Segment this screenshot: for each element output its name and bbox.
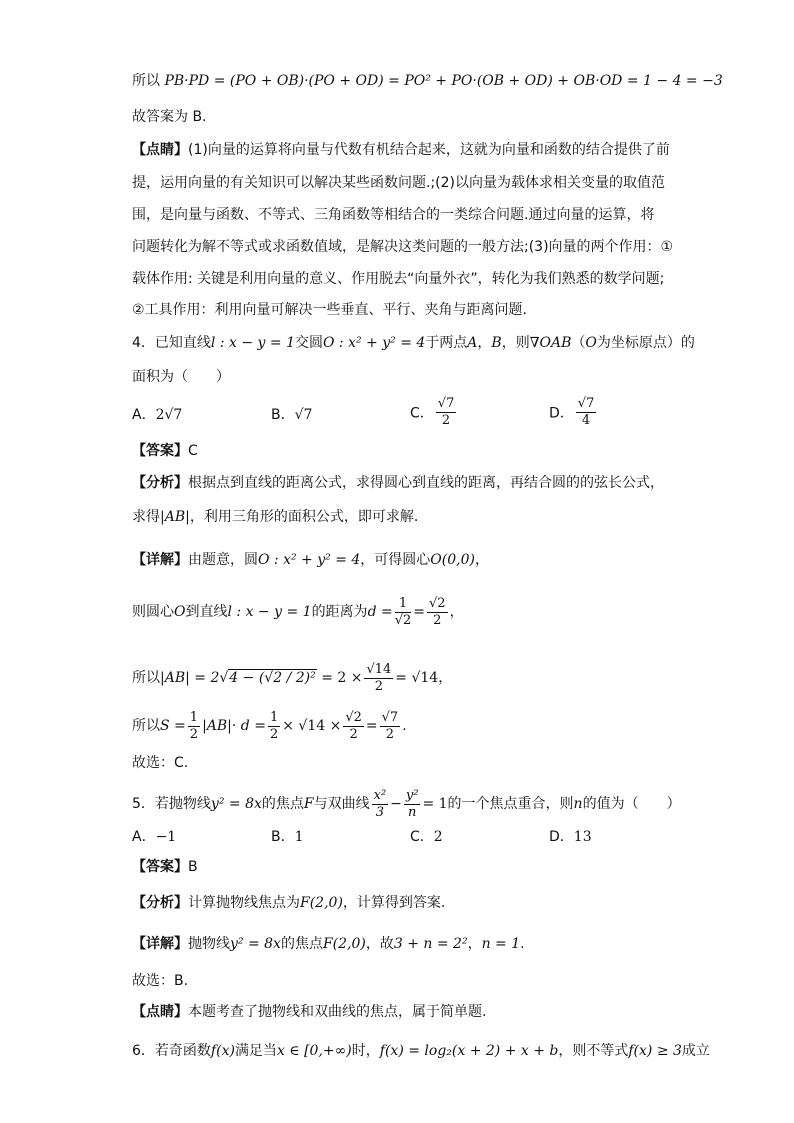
q4-detail-1: 【详解】由题意，圆O : x² + y² = 4，可得圆心O(0,0)， [132, 552, 489, 568]
q5-option-c: C．2 [410, 829, 443, 845]
q5-option-b: B．1 [271, 829, 304, 845]
q4-analysis-1: 【分析】根据点到直线的距离公式，求得圆心到直线的距离，再结合圆的的弦长公式， [132, 475, 664, 491]
dianjing-line-1: 【点睛】(1)向量的运算将向量与代数有机结合起来，这就为向量和函数的结合提供了前 [132, 142, 670, 158]
dianjing-line-6: ②工具作用：利用向量可解决一些垂直、平行、夹角与距离问题. [132, 302, 527, 318]
q4-detail-3: 所以|AB| = 2√4 − (√2 / 2)² = 2 × $\frac{√14}{2}$ = √14， [132, 661, 453, 694]
q4-stem-2: 面积为（ ） [132, 369, 230, 385]
q5-answer: 【答案】B [132, 859, 198, 875]
q5-option-d: D．13 [549, 829, 592, 845]
q4-analysis-2: 求得|AB|，利用三角形的面积公式，即可求解. [132, 509, 419, 525]
dianjing-line-5: 载体作用: 关键是利用向量的意义、作用脱去“向量外衣”，转化为我们熟悉的数学问题; [132, 271, 665, 287]
q5-choose: 故选：B. [132, 973, 189, 989]
q4-stem: 4．已知直线l : x − y = 1交圆O : x² + y² = 4于两点A，B，则∇OAB（O为坐标原点）的 [132, 335, 695, 351]
dianjing-tag: 【点睛】 [132, 142, 188, 158]
q6-stem: 6．若奇函数f(x)满足当x ∈ [0,+∞)时，f(x) = log₂(x + 2) + x + b，则不等式f(x) ≥ 3成立 [132, 1043, 710, 1059]
q4-option-a: A．2√7 [132, 407, 183, 423]
q4-detail-4: 所以S = $\frac{1}{2}$ |AB|· d = $\frac{1}{2}$ × √14 × $\frac{√2}{2}$ = $\frac{√7}{2}$ . [132, 709, 407, 742]
q4-detail-2: 则圆心O到直线l : x − y = 1的距离为d = $\frac{1}{√2}$ = $\frac{√2}{2}$ ， [132, 595, 464, 628]
q5-detail: 【详解】抛物线y² = 8x的焦点F(2,0)，故3 + n = 2²，n = 1. [132, 936, 525, 952]
dianjing-line-4: 问题转化为解不等式或求函数值域，是解决这类问题的一般方法;(3)向量的两个作用：① [132, 239, 674, 255]
q4-choose: 故选：C. [132, 755, 189, 771]
formula-line: 所以 PB·PD = (PO + OB)·(PO + OD) = PO² + PO·(OB + OD) + OB·OD = 1 − 4 = −3 [132, 73, 723, 89]
q5-dianjing: 【点睛】本题考查了抛物线和双曲线的焦点，属于简单题. [132, 1004, 487, 1020]
vector-formula: PB·PD = (PO + OB)·(PO + OD) = PO² + PO·(OB + OD) + OB·OD = 1 − 4 = −3 [164, 73, 723, 89]
dianjing-line-2: 提，运用向量的有关知识可以解决某些函数问题.;(2)以向量为载体求相关变量的取值范 [132, 175, 665, 191]
q5-analysis: 【分析】计算抛物线焦点为F(2,0)，计算得到答案. [132, 895, 446, 911]
q4-answer: 【答案】C [132, 443, 198, 459]
q4-option-d: D． $\frac{√7}{4}$ [549, 396, 595, 428]
q4-option-b: B．√7 [271, 407, 313, 423]
q4-option-c: C． $\frac{√7}{2}$ [410, 396, 455, 428]
answer-line: 故答案为 B. [132, 109, 207, 125]
q5-option-a: A．−1 [132, 829, 177, 845]
dianjing-line-3: 围，是向量与函数、不等式、三角函数等相结合的一类综合问题.通过向量的运算，将 [132, 207, 655, 223]
q5-stem: 5．若抛物线y² = 8x的焦点F与双曲线 $\frac{\text{x²}}{3}$ − $\frac{\text{y²}}{n}$ = 1的一个焦点重合，则n的值为（ ） [132, 787, 681, 820]
